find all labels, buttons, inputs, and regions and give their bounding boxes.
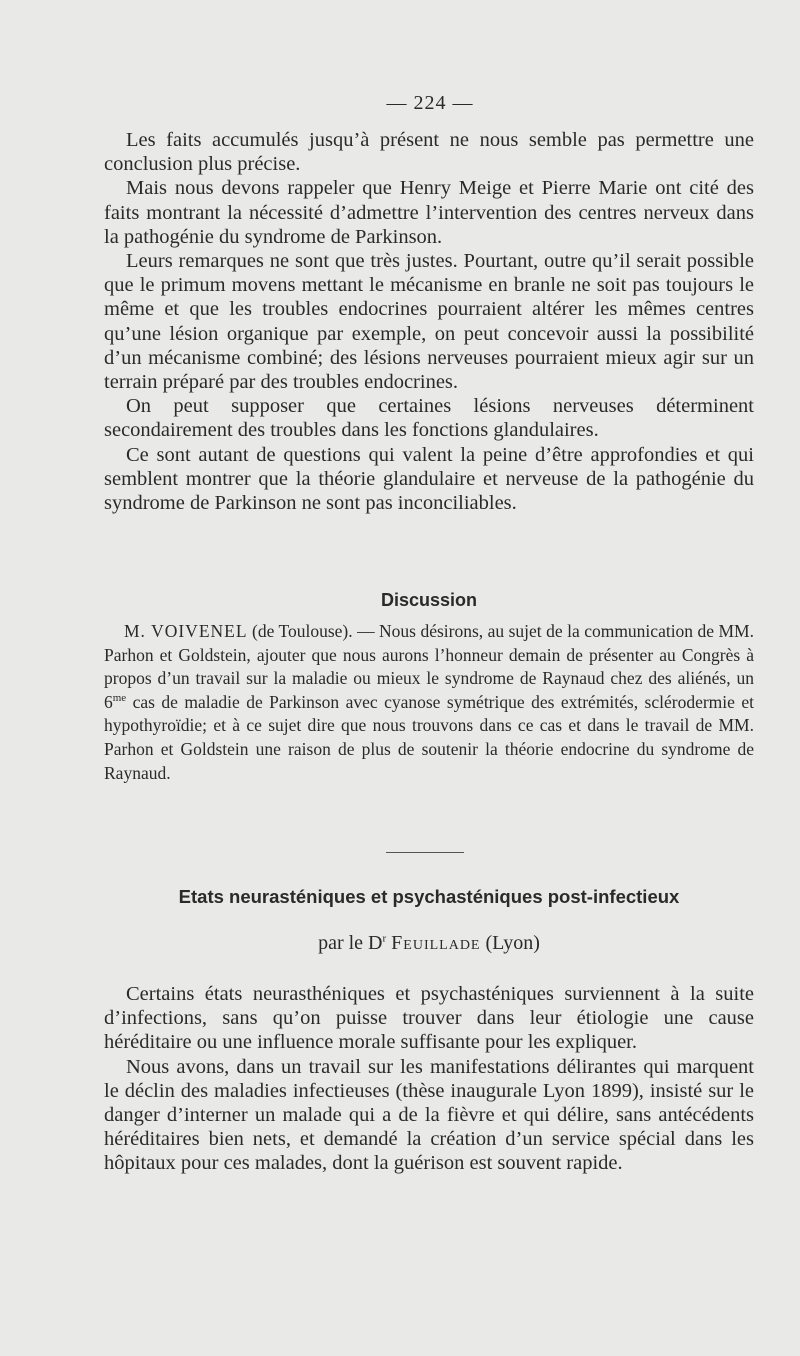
discussion-heading: Discussion (380, 590, 478, 610)
author-city: (Lyon) (485, 932, 540, 954)
discussion-paragraph (104, 620, 754, 785)
section-divider (386, 852, 464, 853)
paragraph: On peut supposer que certaines lésions nerveuses déterminent secondairement des troubles dans les fonctions glandulaires. (104, 395, 754, 442)
discussion-text (104, 620, 754, 785)
paragraph: Nous avons, dans un travail sur les manifestations délirantes qui marquent le déclin des maladies infectieuses (thèse inaugurale Lyon 1899), insisté sur le danger d’interner un malade qui a de la fièvre et qui délire, sans antécédents héréditaires bien nets, et demandé la création d’un service spécial dans les hôpitaux pour ces malades, dont la guérison est souvent rapide. (104, 1055, 754, 1175)
article-byline (0, 932, 800, 955)
article-text (104, 982, 754, 1176)
author-name: Feuillade (391, 932, 481, 954)
paragraph: Leurs remarques ne sont que très justes. Pourtant, outre qu’il serait possible que le primum movens mettant le mécanisme en branle ne soit pas toujours le même et que les troubles endocrines pourraient altérer les mêmes centres qu’une lésion organique par exemple, on peut concevoir aussi la possibilité d’un mécanisme combiné; des lésions nerveuses pourraient mieux agir sur un terrain préparé par des troubles endocrines. (104, 250, 754, 394)
paragraph: Ce sont autant de questions qui valent la peine d’être approfondies et qui semblent montrer que la théorie glandulaire et nerveuse de la pathogénie du syndrome de Parkinson ne sont pas inconciliables. (104, 443, 754, 515)
title-superscript: r (382, 932, 387, 945)
paragraph: Mais nous devons rappeler que Henry Meige et Pierre Marie ont cité des faits montrant la nécessité d’admettre l’intervention des centres nerveux dans la pathogénie du syndrome de Parkinson. (104, 177, 754, 248)
page-number: — 224 — (386, 92, 474, 114)
ordinal-superscript: me (112, 691, 127, 704)
discussion-body-end: cas de maladie de Parkinson avec cyanose symétrique des extrémités, sclérodermie et hypothyroïdie; et à ce sujet dire que nous trouvons dans ce cas et dans le travail de MM. Parhon et Goldstein une raison de plus de soutenir la théorie endocrine du syndrome de Raynaud. (104, 691, 754, 783)
byline-prefix: par le D (318, 932, 383, 954)
paragraph: Certains états neurasthéniques et psychasténiques surviennent à la suite d’infections, sans qu’on puisse trouver dans leur étiologie une cause héréditaire ou une influence morale suffisante pour les expliquer. (104, 983, 754, 1054)
article-title: Etats neurasténiques et psychasténiques post-infectieux (178, 886, 680, 907)
paragraph: Les faits accumulés jusqu’à présent ne nous semble pas permettre une conclusion plus précise. (104, 129, 754, 176)
discussion-body: (de Toulouse). — Nous désirons, au sujet de la communication de MM. Parhon et Goldstein, ajouter que nous aurons l’honneur demain de présenter au Congrès à propos d’un travail sur la maladie ou mieux le syndrome de Raynaud chez des aliénés, un 6 (104, 621, 754, 712)
intro-text (104, 128, 754, 515)
speaker-name: M. VOIVENEL (124, 621, 248, 641)
